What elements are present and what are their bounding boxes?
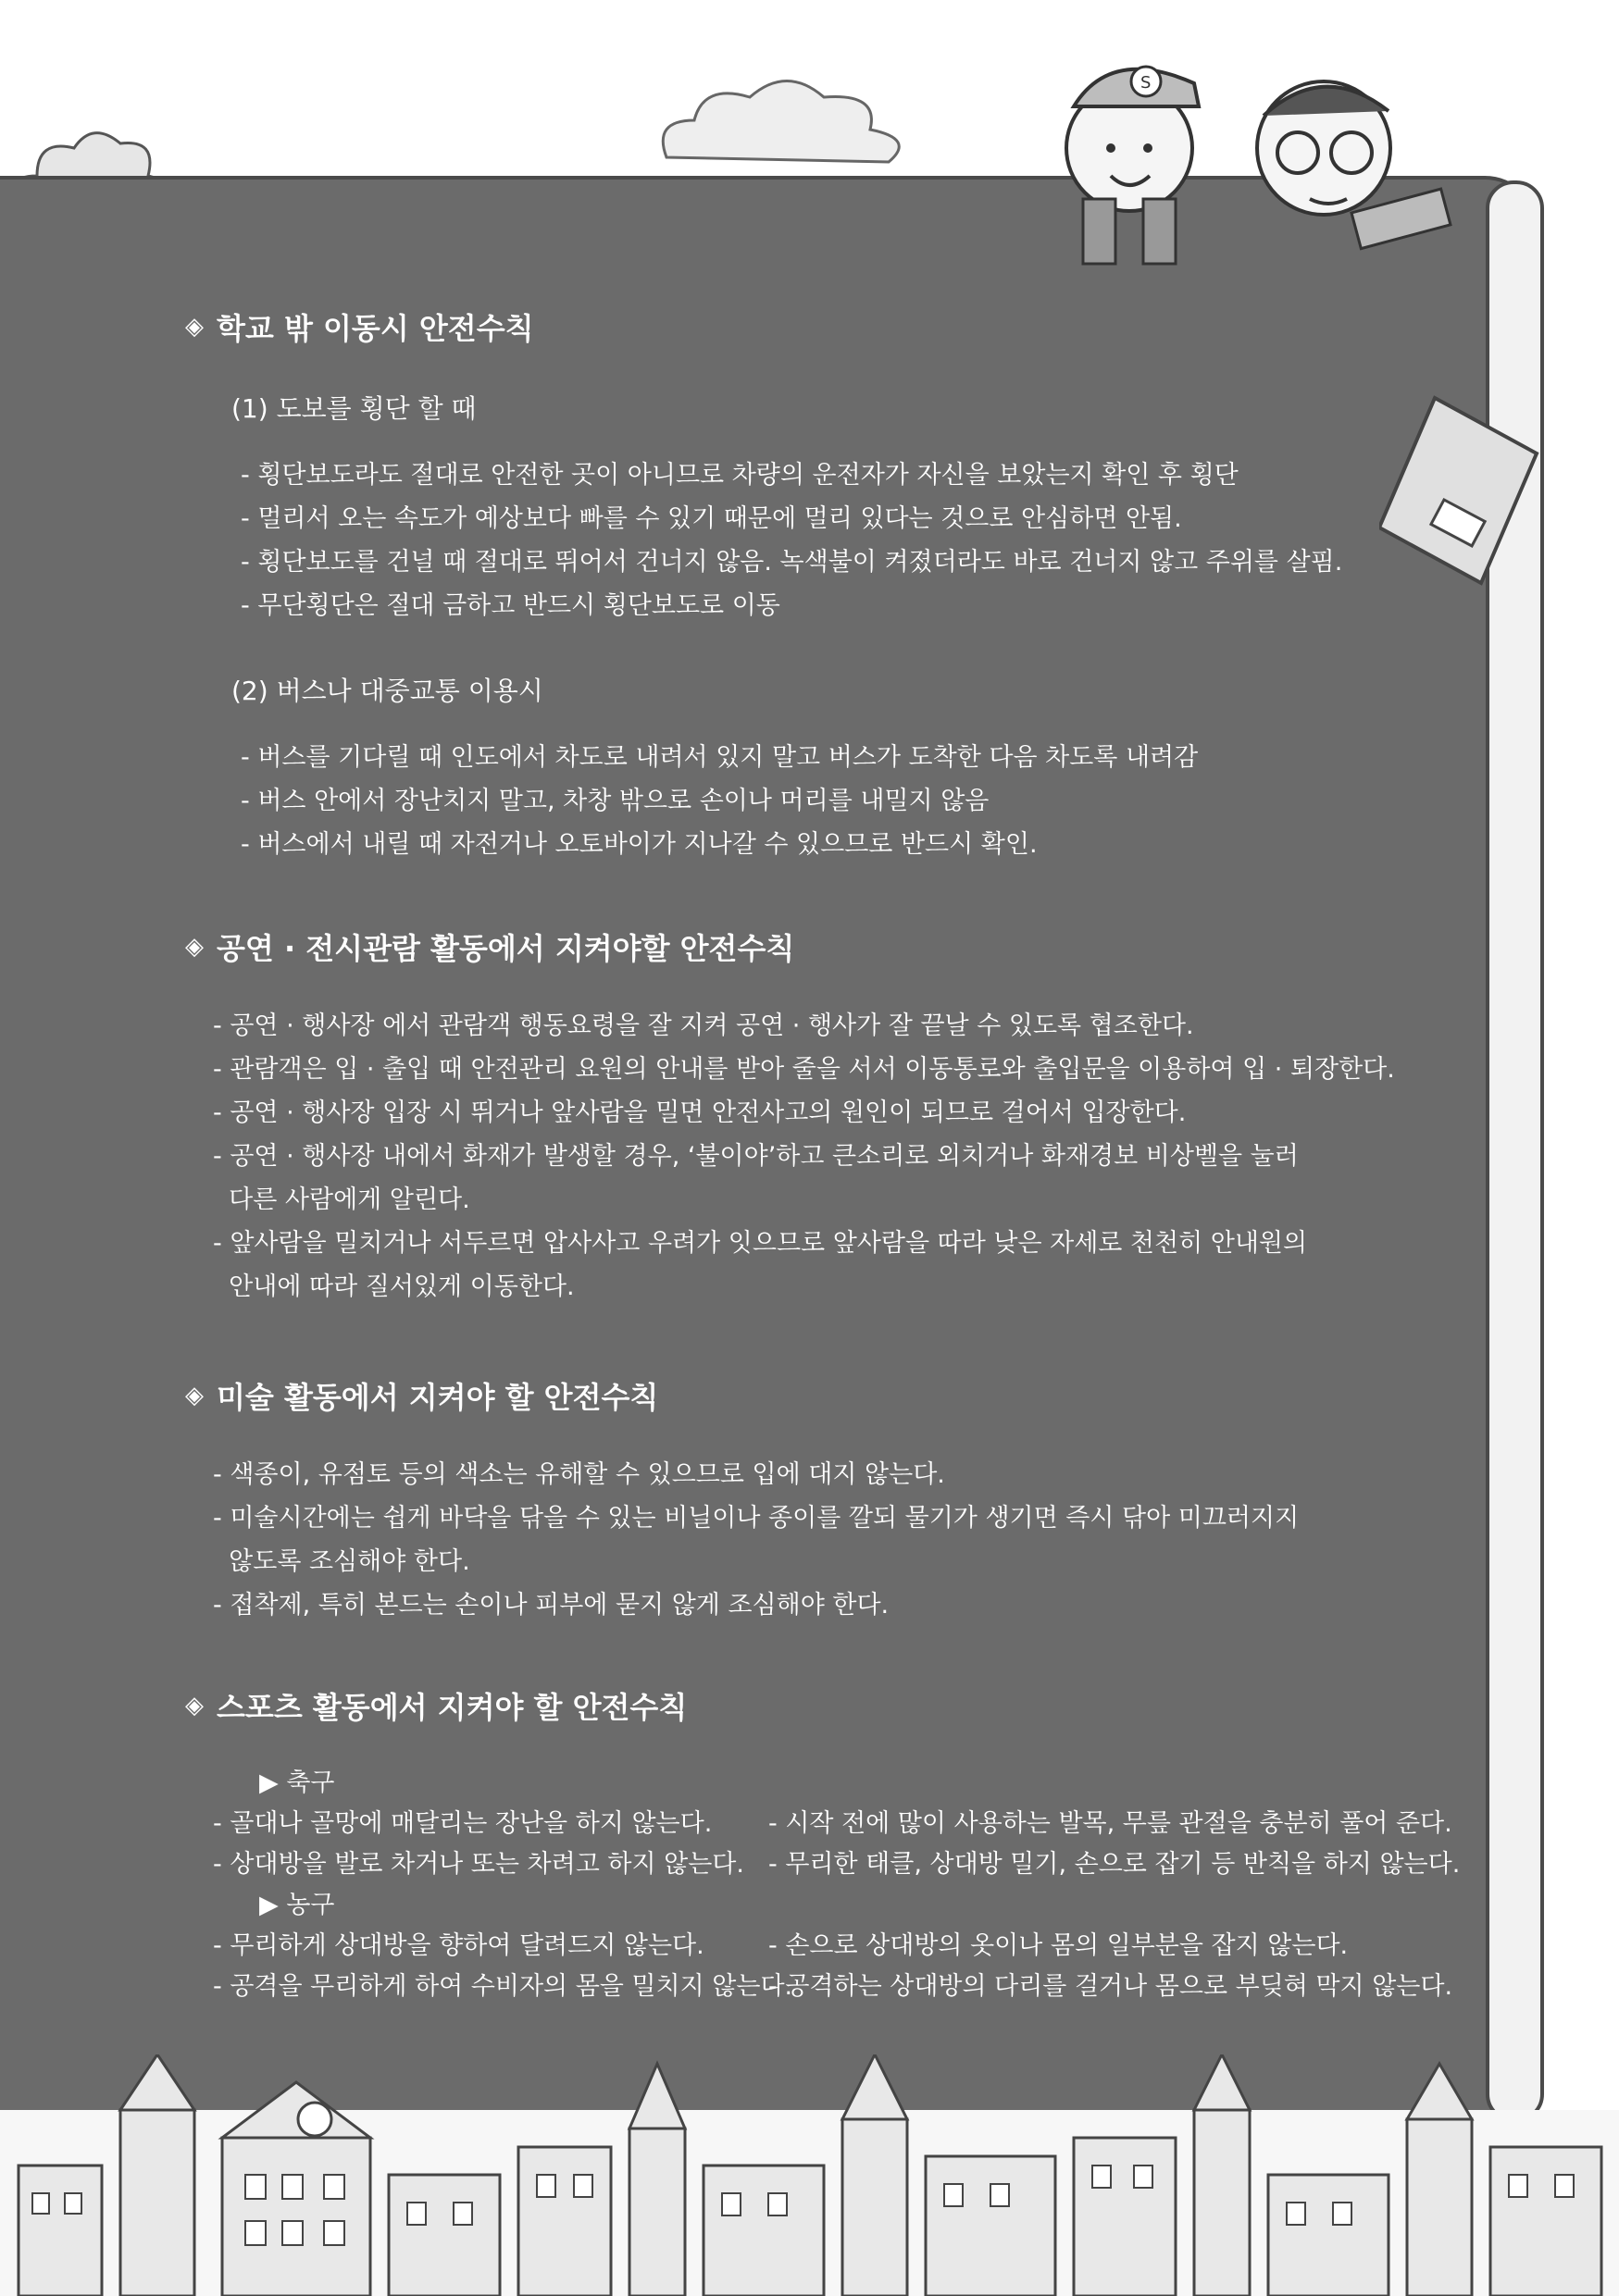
list-item: - 버스를 기다릴 때 인도에서 차도로 내려서 있지 말고 버스가 도착한 다음 차도록 내려감	[241, 743, 1199, 772]
list-item: - 공연 · 행사장 내에서 화재가 발생할 경우, ‘불이야’하고 큰소리로 외치거나 화재경보 비상벨을 눌러	[213, 1142, 1299, 1171]
rule-right: - 시작 전에 많이 사용하는 발목, 무릎 관절을 충분히 풀어 준다.	[768, 1809, 1452, 1838]
list-item: 않도록 조심해야 한다.	[213, 1547, 470, 1576]
section-title: ◈ 미술 활동에서 지켜야 할 안전수칙	[185, 1380, 659, 1415]
list-item: - 횡단보도라도 절대로 안전한 곳이 아니므로 차량의 운전자가 자신을 보았는지 확인 후 횡단	[241, 461, 1239, 490]
section-outdoor-travel	[185, 305, 534, 348]
list-item: - 무단횡단은 절대 금하고 반드시 횡단보도로 이동	[241, 591, 780, 620]
rule-row	[213, 1967, 1509, 2007]
subsection-crosswalk	[204, 389, 477, 426]
performance-rule-list	[213, 1004, 1395, 1309]
cloud-illustration	[648, 56, 926, 176]
rule-row	[213, 1844, 1509, 1885]
diamond-bullet-icon: ◈	[185, 1382, 204, 1409]
list-item: 다른 사람에게 알린다.	[213, 1185, 470, 1214]
list-item: - 횡단보도를 건널 때 절대로 뛰어서 건너지 않음. 녹색불이 켜졌더라도 바로 건너지 않고 주위를 살핌.	[241, 548, 1343, 577]
rule-row	[213, 1804, 1509, 1844]
subsection-public-transport	[204, 671, 543, 708]
rule-left: - 공격을 무리하게 하여 수비자의 몸을 밀치지 않는다.	[213, 1972, 793, 2001]
list-item: - 접착제, 특히 본드는 손이나 피부에 묻지 않게 조심해야 한다.	[213, 1591, 890, 1620]
list-item: 안내에 따라 질서있게 이동한다.	[213, 1272, 575, 1301]
book-illustration	[1379, 389, 1546, 602]
crosswalk-rule-list	[241, 453, 1342, 627]
rule-right: - 공격하는 상대방의 다리를 걸거나 몸으로 부딪혀 막지 않는다.	[768, 1972, 1453, 2001]
diamond-bullet-icon: ◈	[185, 313, 204, 341]
diamond-bullet-icon: ◈	[185, 1692, 204, 1719]
list-item: - 미술시간에는 쉽게 바닥을 닦을 수 있는 비닐이나 종이를 깔되 물기가 생기면 즉시 닦아 미끄러지지	[213, 1504, 1300, 1533]
town-illustration	[0, 2054, 1619, 2296]
cap-letter: S	[1140, 73, 1152, 93]
rule-right: - 손으로 상대방의 옷이나 몸의 일부분을 잡지 않는다.	[768, 1931, 1349, 1960]
list-item: - 색종이, 유점토 등의 색소는 유해할 수 있으므로 입에 대지 않는다.	[213, 1460, 945, 1489]
list-item: - 공연 · 행사장 입장 시 뛰거나 앞사람을 밀면 안전사고의 원인이 되므로 걸어서 입장한다.	[213, 1098, 1187, 1127]
rule-left: - 골대나 골망에 매달리는 장난을 하지 않는다.	[213, 1809, 713, 1838]
section-title: ◈ 스포츠 활동에서 지켜야 할 안전수칙	[185, 1690, 688, 1725]
list-item: - 멀리서 오는 속도가 예상보다 빠를 수 있기 때문에 멀리 있다는 것으로 안심하면 안됨.	[241, 504, 1182, 533]
rule-left: - 상대방을 발로 차거나 또는 차려고 하지 않는다.	[213, 1850, 744, 1879]
rule-left: - 무리하게 상대방을 향하여 달려드지 않는다.	[213, 1931, 704, 1960]
rule-row	[213, 1926, 1509, 1967]
sport-heading: ▶ 축구	[259, 1769, 335, 1797]
rule-right: - 무리한 태클, 상대방 밀기, 손으로 잡기 등 반칙을 하지 않는다.	[768, 1850, 1461, 1879]
list-item: - 공연 · 행사장 에서 관람객 행동요령을 잘 지켜 공연 · 행사가 잘 끝날 수 있도록 협조한다.	[213, 1011, 1194, 1040]
sport-heading: ▶ 농구	[259, 1891, 335, 1919]
subsection-title: (2) 버스나 대중교통 이용시	[231, 676, 543, 706]
list-item: - 관람객은 입 · 출입 때 안전관리 요원의 안내를 받아 줄을 서서 이동통로와 출입문을 이용하여 입 · 퇴장한다.	[213, 1055, 1395, 1084]
art-rule-list	[213, 1453, 1299, 1627]
sports-soccer	[213, 1763, 1509, 2007]
section-performance	[185, 925, 794, 968]
section-art	[185, 1374, 658, 1417]
section-title: ◈ 학교 밖 이동시 안전수칙	[185, 311, 534, 346]
transport-rule-list	[241, 736, 1198, 866]
subsection-title: (1) 도보를 횡단 할 때	[231, 393, 477, 424]
section-title: ◈ 공연 · 전시관람 활동에서 지켜야할 안전수칙	[185, 931, 795, 966]
list-item: - 앞사람을 밀치거나 서두르면 압사사고 우려가 잇으므로 앞사람을 따라 낮은 자세로 천천히 안내원의	[213, 1229, 1308, 1258]
section-sports	[185, 1684, 687, 1727]
diamond-bullet-icon: ◈	[185, 933, 204, 961]
list-item: - 버스 안에서 장난치지 말고, 차창 밖으로 손이나 머리를 내밀지 않음	[241, 787, 990, 815]
list-item: - 버스에서 내릴 때 자전거나 오토바이가 지나갈 수 있으므로 반드시 확인.	[241, 830, 1038, 859]
children-illustration	[1046, 19, 1472, 278]
